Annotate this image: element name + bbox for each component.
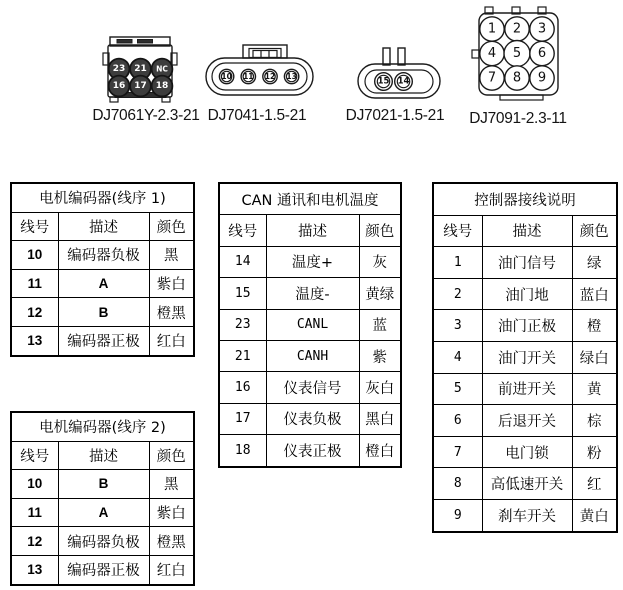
pin xyxy=(530,41,554,65)
column-header: 描述 xyxy=(482,215,572,247)
connector-dj7091-diagram xyxy=(470,6,562,102)
wire-description: B xyxy=(58,298,149,327)
wire-color: 粉 xyxy=(572,436,617,468)
column-header: 描述 xyxy=(58,212,149,241)
table-row xyxy=(219,372,401,403)
wire-color: 紫白 xyxy=(149,269,194,298)
pin xyxy=(480,17,504,41)
wire-color: 橙黑 xyxy=(149,298,194,327)
table-motor-encoder-order1 xyxy=(10,182,195,357)
table-row xyxy=(11,241,194,270)
table-title: 电机编码器(线序 2) xyxy=(11,412,194,441)
table-can-motor-temp xyxy=(218,182,402,468)
svg-text:12: 12 xyxy=(264,72,276,81)
wire-number: 13 xyxy=(11,326,58,355)
table-row xyxy=(433,405,617,437)
connector-label-dj7061y: DJ7061Y-2.3-21 xyxy=(92,107,200,124)
wire-description: 前进开关 xyxy=(482,373,572,405)
wire-description: 仪表正极 xyxy=(266,435,359,467)
wire-color: 红白 xyxy=(149,326,194,355)
svg-text:6: 6 xyxy=(537,46,547,61)
pin xyxy=(530,17,554,41)
column-header: 线号 xyxy=(219,215,266,246)
table-row xyxy=(219,435,401,467)
table-row xyxy=(219,246,401,277)
wire-description: 油门地 xyxy=(482,278,572,310)
wire-color: 黑 xyxy=(149,470,194,499)
wire-number: 6 xyxy=(433,405,482,437)
pin xyxy=(375,73,393,91)
svg-text:14: 14 xyxy=(397,76,410,87)
latch-grid xyxy=(253,51,277,58)
table-title: 控制器接线说明 xyxy=(433,183,617,215)
wire-number: 21 xyxy=(219,340,266,371)
prong xyxy=(398,48,405,65)
pin xyxy=(284,69,298,83)
svg-text:15: 15 xyxy=(377,76,390,87)
svg-text:9: 9 xyxy=(537,70,547,86)
prong xyxy=(383,48,390,65)
wire-number: 15 xyxy=(219,278,266,309)
wire-description: 油门正极 xyxy=(482,310,572,342)
wire-description: 电门锁 xyxy=(482,436,572,468)
connector-label-dj7021: DJ7021-1.5-21 xyxy=(345,107,445,124)
wire-number: 10 xyxy=(11,241,58,270)
wire-number: 12 xyxy=(11,527,58,556)
wire-description: A xyxy=(58,269,149,298)
header-row xyxy=(219,215,401,246)
pin xyxy=(219,69,233,83)
wire-description: 编码器负极 xyxy=(58,241,149,270)
wire-number: 3 xyxy=(433,310,482,342)
wire-number: 7 xyxy=(433,436,482,468)
wire-color: 橙白 xyxy=(359,435,401,467)
table-row xyxy=(11,555,194,584)
table-row xyxy=(219,340,401,371)
title-row xyxy=(433,183,617,215)
wire-description: 油门开关 xyxy=(482,341,572,373)
table-motor-encoder-order2 xyxy=(10,411,195,586)
wire-color: 红 xyxy=(572,468,617,500)
wire-color: 紫白 xyxy=(149,498,194,527)
table-row xyxy=(433,341,617,373)
connector-label-dj7041: DJ7041-1.5-21 xyxy=(207,107,307,124)
svg-text:21: 21 xyxy=(134,64,147,74)
wire-number: 5 xyxy=(433,373,482,405)
latch-tab xyxy=(243,45,287,58)
header-row xyxy=(433,215,617,247)
wire-color: 紫 xyxy=(359,340,401,371)
wire-description: 温度- xyxy=(266,278,359,309)
table-row xyxy=(433,373,617,405)
pin xyxy=(130,76,151,97)
table-row xyxy=(11,498,194,527)
table-row xyxy=(11,326,194,355)
svg-text:23: 23 xyxy=(112,64,126,74)
pinout-table xyxy=(432,182,618,533)
wire-color: 黑 xyxy=(149,241,194,270)
latch-tab-inner xyxy=(249,49,281,58)
svg-text:NC: NC xyxy=(156,64,168,74)
wire-description: 仪表信号 xyxy=(266,372,359,403)
header-row xyxy=(11,212,194,241)
wire-number: 11 xyxy=(11,269,58,298)
wire-description: 编码器负极 xyxy=(58,527,149,556)
latch-slot xyxy=(138,40,153,44)
svg-text:13: 13 xyxy=(286,72,297,81)
wire-description: A xyxy=(58,498,149,527)
wire-description: CANH xyxy=(266,340,359,371)
pin xyxy=(505,66,529,90)
latch-slot xyxy=(117,40,132,44)
pin xyxy=(480,66,504,90)
svg-text:5: 5 xyxy=(512,46,522,61)
svg-text:11: 11 xyxy=(243,72,254,81)
column-header: 颜色 xyxy=(149,212,194,241)
pinout-table xyxy=(10,411,195,586)
svg-text:17: 17 xyxy=(134,81,147,91)
pin xyxy=(152,76,173,97)
wire-color: 绿 xyxy=(572,247,617,279)
wire-color: 橙 xyxy=(572,310,617,342)
svg-text:1: 1 xyxy=(487,21,497,37)
wire-color: 黄绿 xyxy=(359,278,401,309)
table-row xyxy=(433,247,617,279)
pin xyxy=(504,41,530,67)
wire-number: 13 xyxy=(11,555,58,584)
svg-text:3: 3 xyxy=(537,21,547,37)
column-header: 颜色 xyxy=(149,441,194,470)
wire-description: 油门信号 xyxy=(482,247,572,279)
pin xyxy=(505,17,529,41)
table-row xyxy=(11,527,194,556)
svg-text:16: 16 xyxy=(112,81,126,91)
wire-color: 灰 xyxy=(359,246,401,277)
table-row xyxy=(433,310,617,342)
wire-color: 蓝白 xyxy=(572,278,617,310)
wire-color: 红白 xyxy=(149,555,194,584)
connector-label-dj7091: DJ7091-2.3-11 xyxy=(469,110,567,127)
wire-description: 刹车开关 xyxy=(482,499,572,531)
wire-color: 橙黑 xyxy=(149,527,194,556)
wire-number: 1 xyxy=(433,247,482,279)
pin xyxy=(241,69,255,83)
pinout-table xyxy=(218,182,402,468)
wire-number: 14 xyxy=(219,246,266,277)
wire-number: 11 xyxy=(11,498,58,527)
title-row xyxy=(219,183,401,215)
pin xyxy=(480,41,504,65)
wire-number: 16 xyxy=(219,372,266,403)
column-header: 颜色 xyxy=(359,215,401,246)
wire-color: 绿白 xyxy=(572,341,617,373)
svg-text:18: 18 xyxy=(155,81,169,91)
table-row xyxy=(433,499,617,531)
pinout-table xyxy=(10,182,195,357)
table-row xyxy=(433,436,617,468)
table-row xyxy=(219,309,401,340)
column-header: 线号 xyxy=(433,215,482,247)
table-title: 电机编码器(线序 1) xyxy=(11,183,194,212)
table-title: CAN 通讯和电机温度 xyxy=(219,183,401,215)
wire-number: 23 xyxy=(219,309,266,340)
table-row xyxy=(11,470,194,499)
svg-text:10: 10 xyxy=(221,72,232,81)
wire-color: 黑白 xyxy=(359,403,401,434)
wire-number: 10 xyxy=(11,470,58,499)
wire-description: 温度+ xyxy=(266,246,359,277)
column-header: 线号 xyxy=(11,441,58,470)
connector-dj7041-diagram xyxy=(204,42,316,98)
wire-description: 编码器正极 xyxy=(58,555,149,584)
table-row xyxy=(219,278,401,309)
wire-color: 黄白 xyxy=(572,499,617,531)
table-row xyxy=(219,403,401,434)
pin xyxy=(530,66,554,90)
svg-text:4: 4 xyxy=(487,46,497,61)
table-controller-wiring xyxy=(432,182,618,533)
pin xyxy=(263,69,277,83)
wire-color: 蓝 xyxy=(359,309,401,340)
svg-text:8: 8 xyxy=(512,70,522,86)
wire-number: 2 xyxy=(433,278,482,310)
wire-color: 棕 xyxy=(572,405,617,437)
wire-color: 灰白 xyxy=(359,372,401,403)
column-header: 线号 xyxy=(11,212,58,241)
table-row xyxy=(11,269,194,298)
wire-number: 8 xyxy=(433,468,482,500)
wire-number: 17 xyxy=(219,403,266,434)
svg-text:7: 7 xyxy=(487,70,497,86)
wire-number: 4 xyxy=(433,341,482,373)
pin xyxy=(109,76,130,97)
table-row xyxy=(433,278,617,310)
connector-dj7021-diagram xyxy=(354,46,446,100)
title-row xyxy=(11,183,194,212)
wire-number: 18 xyxy=(219,435,266,467)
wire-number: 12 xyxy=(11,298,58,327)
column-header: 描述 xyxy=(58,441,149,470)
wire-color: 黄 xyxy=(572,373,617,405)
side-tab xyxy=(472,50,479,58)
header-row xyxy=(11,441,194,470)
wire-description: B xyxy=(58,470,149,499)
wire-description: CANL xyxy=(266,309,359,340)
wire-description: 仪表负极 xyxy=(266,403,359,434)
svg-text:2: 2 xyxy=(512,21,522,37)
column-header: 描述 xyxy=(266,215,359,246)
table-row xyxy=(11,298,194,327)
wire-description: 编码器正极 xyxy=(58,326,149,355)
connector-dj7061y-diagram xyxy=(100,34,180,106)
column-header: 颜色 xyxy=(572,215,617,247)
wire-number: 9 xyxy=(433,499,482,531)
bottom-tab xyxy=(500,95,543,100)
table-row xyxy=(433,468,617,500)
wire-description: 后退开关 xyxy=(482,405,572,437)
wire-description: 高低速开关 xyxy=(482,468,572,500)
pin xyxy=(395,73,413,91)
title-row xyxy=(11,412,194,441)
